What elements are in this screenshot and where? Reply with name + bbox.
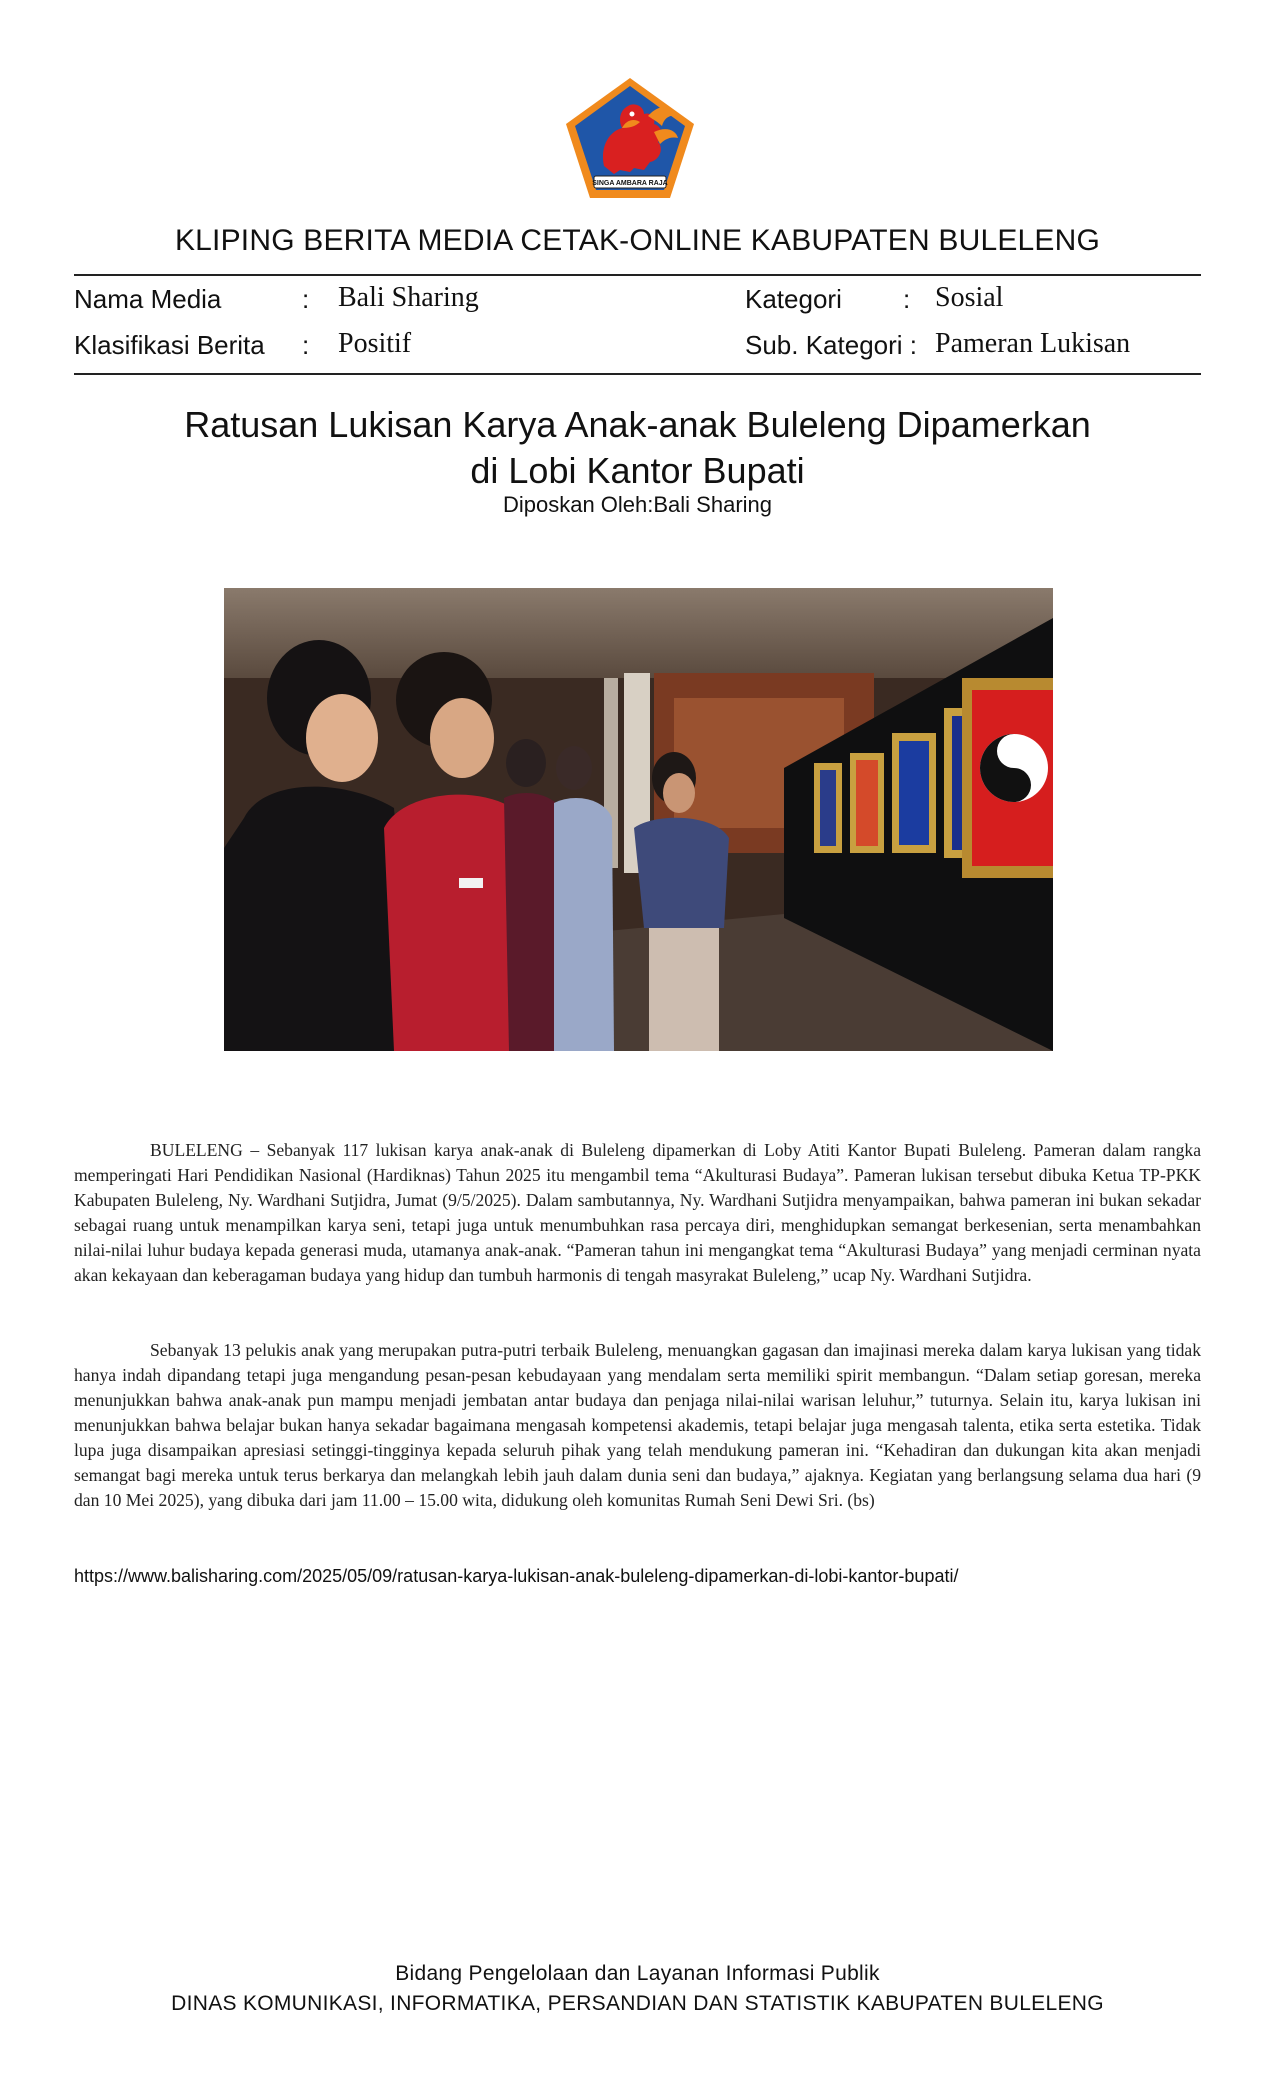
footer-agency: DINAS KOMUNIKASI, INFORMATIKA, PERSANDIAN DAN STATISTIK KABUPATEN BULELENG bbox=[171, 1992, 1104, 2015]
kategori-label: Kategori bbox=[745, 284, 842, 314]
sub-kategori-value: Pameran Lukisan bbox=[935, 328, 1131, 359]
article-source-link[interactable]: https://www.balisharing.com/2025/05/09/ratusan-karya-lukisan-anak-buleleng-dipamerkan-di-lobi-kantor-bupati/ bbox=[74, 1566, 959, 1586]
header-rule-bottom bbox=[74, 373, 1201, 375]
kategori-value: Sosial bbox=[935, 282, 1004, 313]
article-photo bbox=[224, 588, 1053, 1051]
klasifikasi-berita-value: Positif bbox=[338, 328, 412, 359]
footer-division: Bidang Pengelolaan dan Layanan Informasi Publik bbox=[395, 1962, 880, 1985]
article-headline-line1: Ratusan Lukisan Karya Anak-anak Buleleng Dipamerkan bbox=[184, 404, 1091, 445]
document-title: KLIPING BERITA MEDIA CETAK-ONLINE KABUPATEN BULELENG bbox=[174, 224, 1101, 257]
nama-media-colon: : bbox=[302, 284, 310, 314]
article-paragraph-1: BULELENG – Sebanyak 117 lukisan karya anak-anak di Buleleng dipamerkan di Loby Atiti Kantor Bupati Buleleng. Pameran dalam rangka memperingati Hari Pendidikan Nasional (Hardiknas) Tahun 2025 itu mengambil tema “Akulturasi Budaya”. Pameran lukisan tersebut dibuka Ketua TP-PKK Kabupaten Buleleng, Ny. Wardhani Sutjidra, Jumat (9/5/2025). Dalam sambutannya, Ny. Wardhani Sutjidra menyampaikan, bahwa pameran ini bukan sekadar sebagai ruang untuk menampilkan karya seni, tetapi juga untuk menumbuhkan rasa percaya diri, menghidupkan semangat berkesenian, serta menambahkan nilai-nilai luhur budaya kepada generasi muda, utamanya anak-anak. “Pameran tahun ini mengangkat tema “Akulturasi Budaya” yang menjadi cerminan nyata akan kekayaan dan keberagaman budaya yang hidup dan tumbuh harmonis di tengah masyrakat Buleleng,” ucap Ny. Wardhani Sutjidra. bbox=[74, 1140, 1201, 1285]
buleleng-crest-logo bbox=[564, 76, 696, 200]
header-rule-top bbox=[74, 274, 1201, 276]
kategori-colon: : bbox=[903, 284, 911, 314]
klasifikasi-berita-colon: : bbox=[302, 330, 310, 360]
article-paragraph-2: Sebanyak 13 pelukis anak yang merupakan putra-putri terbaik Buleleng, menuangkan gagasan dan imajinasi mereka dalam karya lukisan yang tidak hanya indah dipandang tetapi juga mengandung pesan-pesan kebudayaan yang mendalam serta memiliki spirit membangun. “Dalam setiap goresan, mereka menunjukkan bahwa anak-anak pun mampu menjadi jembatan antar budaya dan penjaga nilai-nilai warisan leluhur,” tuturnya. Selain itu, karya lukisan ini menunjukkan bahwa belajar bukan hanya sekadar bagaimana mengasah kompetensi akademis, tetapi belajar juga mengasah talenta, etika serta estetika. Tidak lupa juga disampaikan apresiasi setinggi-tingginya kepada seluruh pihak yang telah mendukung pameran ini. “Kehadiran dan dukungan kita akan menjadi semangat bagi mereka untuk terus berkarya dan melangkah lebih jauh dalam dunia seni dan budaya,” ajaknya. Kegiatan yang berlangsung selama dua hari (9 dan 10 Mei 2025), yang dibuka dari jam 11.00 – 15.00 wita, didukung oleh komunitas Rumah Seni Dewi Sri. (bs) bbox=[74, 1340, 1201, 1510]
article-headline-line2: di Lobi Kantor Bupati bbox=[470, 450, 805, 491]
crest-motto: SINGA AMBARA RAJA bbox=[592, 180, 668, 187]
klasifikasi-berita-label: Klasifikasi Berita bbox=[74, 330, 265, 360]
nama-media-value: Bali Sharing bbox=[338, 282, 479, 313]
sub-kategori-label: Sub. Kategori : bbox=[745, 330, 917, 360]
exhibition-photo-illustration bbox=[224, 588, 1053, 1051]
nama-media-label: Nama Media bbox=[74, 284, 222, 314]
article-byline: Diposkan Oleh:Bali Sharing bbox=[502, 492, 773, 517]
